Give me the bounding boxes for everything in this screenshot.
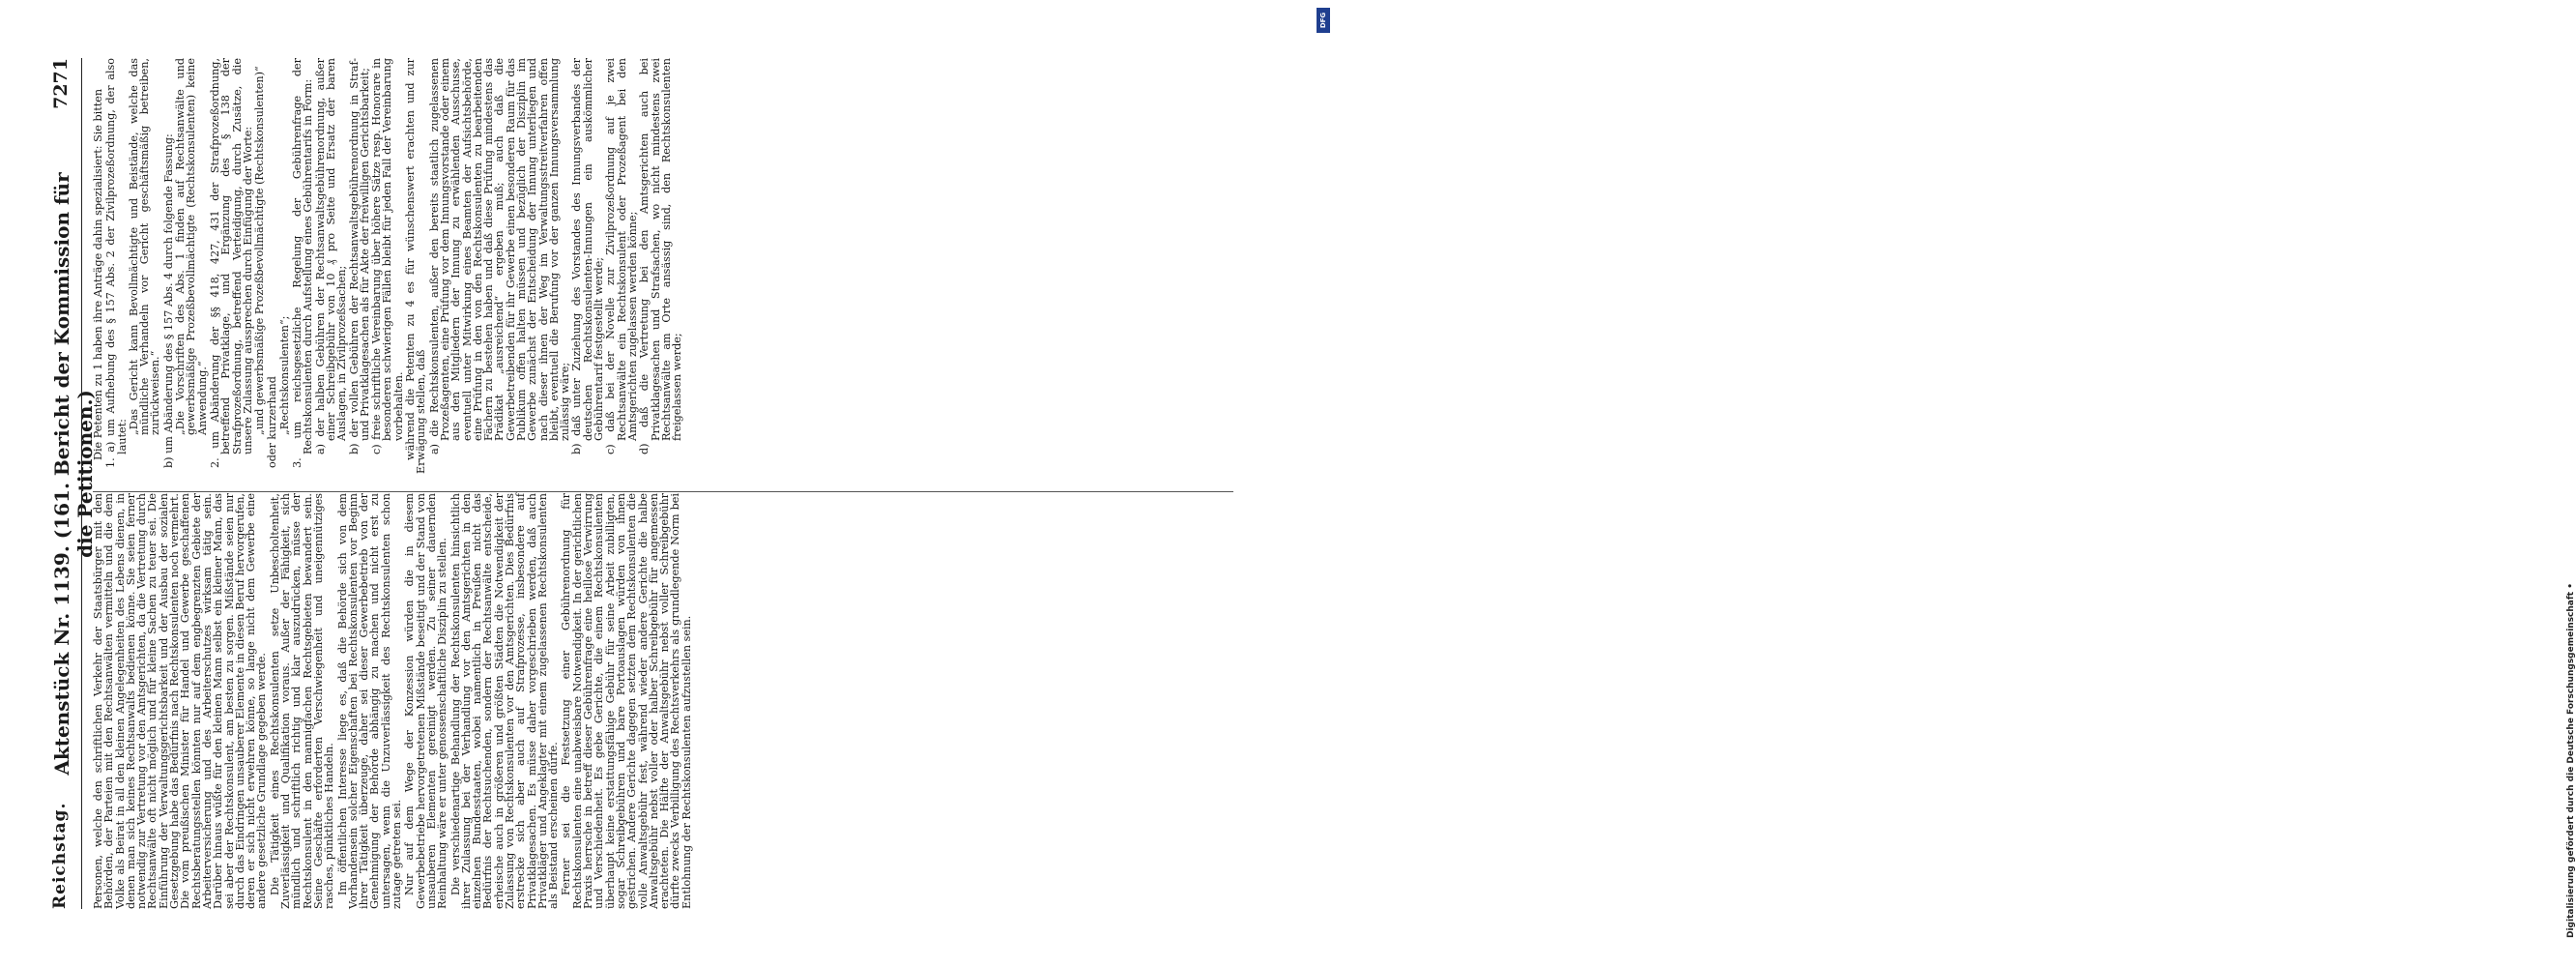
list-item: a) die Rechtskonsulenten, außer den bereits staatlich zugelassenen Prozeßagenten, eine Prüfung vor dem Innungsvorstande oder einem aus den Mitgliedern der Innung zu erwählenden Ausschusse, eventuell unter Mitwirkung eines Beamten der Aufsichtsbehörde, eine Prüfung in den von den Rechtskonsulenten zu bearbeitenden Fächern zu bestehen haben und daß diese Prüfung mindestens das Prädikat „ausreichend“ ergeben muß; auch daß die Gewerbetreibenden für ihr Gewerbe einen besonderen Raum für das Publikum offen halten müssen und bezüglich der Disziplin im Gewerbe zunächst der Entscheidung der Innung unterliegen und nach dieser ihnen der Weg im Verwaltungsstreitverfahren offen bleibt, eventuell die Berufung vor der ganzen Innungsversammlung zulässig wäre; <box>427 58 572 454</box>
paragraph: während die Petenten zu 4 es für wünschenswert erachten und zur Erwägung stellen, daß <box>404 58 428 474</box>
header-title: Aktenstück Nr. 1139. (161. Bericht der Kommission für die Petitionen.) <box>50 172 97 776</box>
list-item: 2. um Abänderung der §§ 418, 427, 431 der Strafprozeßordnung, betreffend Privatklage, und Ergänzung des § 138 der Strafprozeßordnung, betreffend Verteidigung, durch Zusätze, die unsere Zulassung aussprechen durch Einfügung der Worte: <box>208 58 254 468</box>
list-item: c) daß bei der Novelle zur Zivilprozeßordnung auf je zwei Rechtsanwälte ein Rechtskonsulent oder Prozeßagent bei den Amtsgerichten zugelassen werden könne; <box>604 58 639 454</box>
paragraph: Die Tätigkeit eines Rechtskonsulenten setze Unbescholtenheit, Zuverlässigkeit und Qualifikation voraus. Außer der Fähigkeit, sich mündlich und schriftlich richtig und klar auszudrücken, müsse der Rechtskonsulent in den mannigfachen Rechtsgebieten bewandert sein. Seine Geschäfte erforderten Verschwiegenheit und uneigennütziges rasches, pünktliches Handeln. <box>268 493 336 909</box>
page-header <box>50 58 97 909</box>
quote: „Rechtskonsulenten“; <box>277 315 291 435</box>
list-item: 3. um reichsgesetzliche Regelung der Gebührenfrage der Rechtskonsulenten durch Aufstellung eines Gebührentarifs in Form: <box>291 58 315 468</box>
paragraph: Nur auf dem Wege der Konzession würden die in diesem Gewerbebetriebe hervorgetretenen Mißstände beseitigt und der Stand von unsauberen Elementen gereinigt werden. Zu seiner dauernden Reinhaltung wäre er unter genossenschaftliche Disziplin zu stellen. <box>403 493 449 909</box>
quote: „Das Gericht kann Bevollmächtigte und Beistände, welche das mündliche Verhandeln vor Gericht geschäftsmäßig betreiben, zurückweisen.“ <box>127 58 162 435</box>
column-divider <box>93 491 1233 492</box>
quote: „Die Vorschriften des Abs. 1 finden auf Rechtsanwälte und gewerbsmäßige Prozeßbevollmächtigte (Rechtskonsulenten) keine Anwendung.“ <box>174 58 209 435</box>
list-item: b) daß unter Zuziehung des Vorstandes des Innungsverbandes der deutschen Rechtskonsulenten-Innungen ein auskömmlicher Gebührentarif festgestellt werde; <box>570 58 606 454</box>
paragraph: Die verschiedenartige Behandlung der Rechtskonsulenten hinsichtlich ihrer Zulassung bei der Verhandlung vor den Amtsgerichten in den einzelnen Bundesstaaten, wobei namentlich in Preußen nicht das Bedürfnis der Rechtsuchenden, sondern der Rechtsanwälte entscheide, erheische auch in größeren und größten Städten die Notwendigkeit der Zulassung von Rechtskonsulenten vor den Amtsgerichten. Dies Bedürfnis erstrecke sich aber auch auf Strafprozesse, insbesondere auf Privatklagesachen. Es müsse daher vorgeschrieben werden, daß auch Privatkläger und Angeklagter mit einem zugelassenen Rechtskonsulenten als Beistand erscheinen dürfe. <box>449 493 561 909</box>
dfg-logo-text: DFG <box>1319 12 1327 29</box>
right-column <box>93 58 683 474</box>
paragraph: Im öffentlichen Interesse liege es, daß die Behörde sich von dem Vorhandensein solcher Eigenschaften bei Rechtskonsulenten vor Beginn ihrer Tätigkeit überzeuge, daher sei dieser Gewerbebetrieb von der Genehmigung der Behörde abhängig zu machen und nicht erst zu untersagen, wenn die Unzuverlässigkeit des Rechtskonsulenten schon zutage getreten sei. <box>335 493 404 909</box>
paragraph: Ferner sei die Festsetzung einer Gebührenordnung für Rechtskonsulenten eine unabweisbare Notwendigkeit. In der gerichtlichen Praxis herrsche in betreff dieser Gebührenfrage eine heillose Verwirrung und Verschiedenheit. Es gebe Gerichte, die einem Rechtskonsulenten überhaupt keine erstattungsfähige Gebühr für seine Arbeit zubilligten, sogar Schreibgebühren und bare Portoauslagen würden von ihnen gestrichen. Andere Gerichte dagegen setzten dem Rechtskonsulenten die volle Anwaltsgebühr fest, während wieder andere Gerichte die halbe Anwaltsgebühr nebst voller oder halber Schreibgebühr für angemessen erachteten. Die Hälfte der Anwaltsgebühr nebst voller Schreibgebühr dürfte zwecks Verbilligung des Rechtsverkehrs als grundlegende Norm bei Entlohnung der Rechtskonsulenten aufzustellen sein. <box>560 493 693 909</box>
paragraph: Die Petenten zu 1 haben ihre Anträge dahin spezialisiert: Sie bitten <box>92 88 104 460</box>
quote: „und gewerbsmäßige Prozeßbevollmächtigte (Rechtskonsulenten)“ <box>253 66 267 435</box>
list-item: b) um Abänderung des § 157 Abs. 4 durch folgende Fassung: <box>161 133 175 468</box>
list-item: c) freie schriftliche Vereinbarung über höhere Sätze resp. Honorare in besonderen schwierigen Fällen bleibt für jeden Fall der Vereinbarung vorbehalten. <box>370 58 405 454</box>
paragraph: Personen, welche den schriftlichen Verkehr der Staatsbürger mit den Behörden, der Parteien mit den Rechtsanwälten vermitteln und die dem Volke als Beirat in all den kleinen Angelegenheiten des Lebens dienen, in denen man sich keines Rechtsanwalts bedienen könne. Sie seien ferner notwendig zur Vertretung vor den Amtsgerichten, da die Vertretung durch Rechtsanwälte oft nicht möglich und für kleine Sachen zu teuer sei. Die Einführung der Verwaltungsgerichtsbarkeit und der Ausbau der sozialen Gesetzgebung habe das Bedürfnis nach Rechtskonsulenten noch vermehrt. Die vom preußischen Minister für Handel und Gewerbe geschaffenen Rechtsberatungsstellen könnten nur auf dem engbegrenzten Gebiete der Arbeiterversicherung und des Arbeiterschutzes wirksam tätig sein. Darüber hinaus wüßte für den kleinen Mann selbst ein kleiner Mann, das sei aber der Rechtskonsulent, am besten zu sorgen. Mißstände seien nur durch das Eindringen unsauberer Elemente in diesen Beruf hervorgerufen, deren er sich nicht erwehren könne, so lange nicht dem Gewerbe eine andere gesetzliche Grundlage gegeben werde. <box>92 493 269 909</box>
header-source: Reichstag. <box>50 802 70 909</box>
list-item: a) der halben Gebühren der Rechtsanwaltsgebührenordnung, außer einer Schreibgebühr von 10 ₰ pro Seite und Ersatz der baren Auslagen, in Zivilprozeßsachen; <box>313 58 349 454</box>
left-column <box>93 493 694 909</box>
list-item: 1. a) um Aufhebung des § 157 Abs. 2 der Zivilprozeßordnung, der also lautet: <box>104 58 129 468</box>
page-number: 7271 <box>50 58 72 109</box>
list-item: oder kurzerhand <box>266 376 279 468</box>
digitization-note-text: Digitalisierung gefördert durch die Deutsche Forschungsgemeinschaft • <box>2566 583 2576 938</box>
dfg-logo <box>1317 8 1330 33</box>
header-rule <box>81 58 82 909</box>
list-item: d) daß die Vertretung bei den Amtsgerichten auch bei Privatklagesachen und Strafsachen, wo nicht mindestens zwei Rechtsanwälte am Orte ansässig sind, den Rechtskonsulenten freigelassen werde; <box>638 58 684 454</box>
list-item: b) der vollen Gebühren der Rechtsanwaltsgebührenordnung in Straf- und Privatklagesachen als für Akte der freiwilligen Gerichtsbarkeit; <box>347 58 371 454</box>
